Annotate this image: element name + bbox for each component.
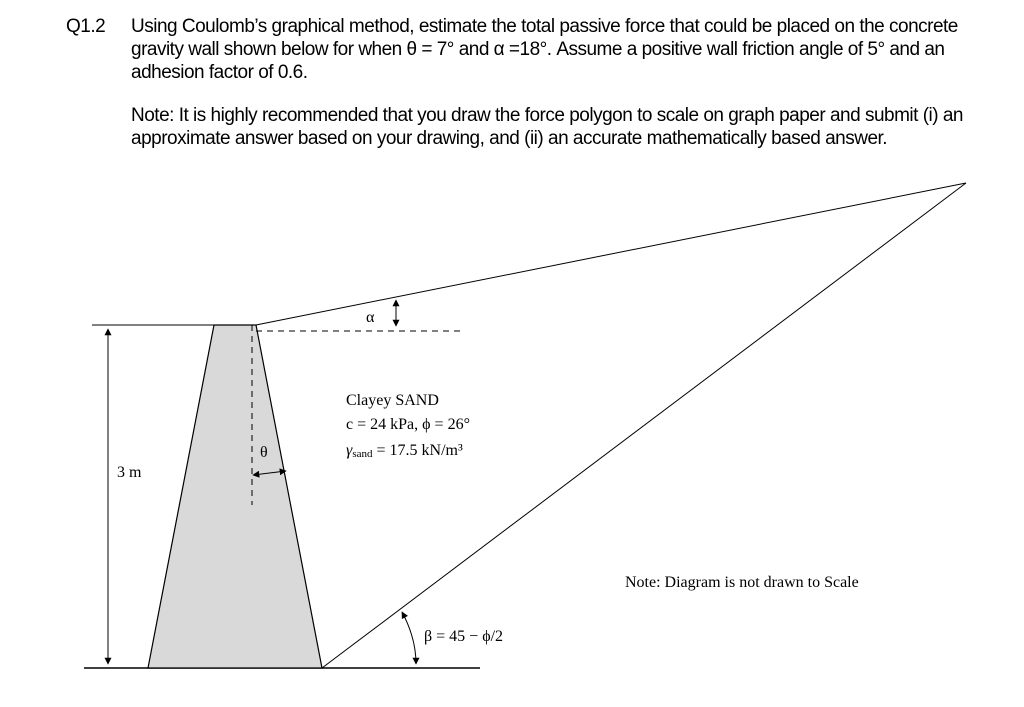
- question-note: Note: It is highly recommended that you draw the force polygon to scale on graph paper and submit (i) an approximate answer based on your drawing, and (ii) an accurate mathematically based answer.: [131, 105, 963, 149]
- gamma-value: = 17.5 kN/m³: [372, 442, 463, 459]
- question-number: Q1.2: [66, 16, 106, 37]
- alpha-label: α: [366, 309, 375, 326]
- concrete-wall: [148, 325, 322, 668]
- gamma-symbol: γ: [346, 442, 353, 459]
- question-text: Using Coulomb’s graphical method, estimate the total passive force that could be placed on the concrete gravity wall shown below for when θ = 7° and α =18°. Assume a positive wall friction angle of 5° and an adhesion factor of 0.6.: [131, 16, 958, 83]
- soil-name: Clayey SAND: [346, 392, 439, 409]
- height-label: 3 m: [117, 464, 142, 481]
- gamma-subscript: sand: [352, 448, 373, 460]
- beta-arc-arrow: [402, 612, 416, 664]
- beta-label: β = 45 − ϕ/2: [424, 628, 504, 645]
- backfill-slope-line: [256, 183, 966, 325]
- theta-label: θ: [260, 444, 268, 461]
- soil-unit-weight: [346, 442, 463, 460]
- scale-note: Note: Diagram is not drawn to Scale: [625, 574, 859, 591]
- soil-props: c = 24 kPa, ϕ = 26°: [346, 416, 470, 433]
